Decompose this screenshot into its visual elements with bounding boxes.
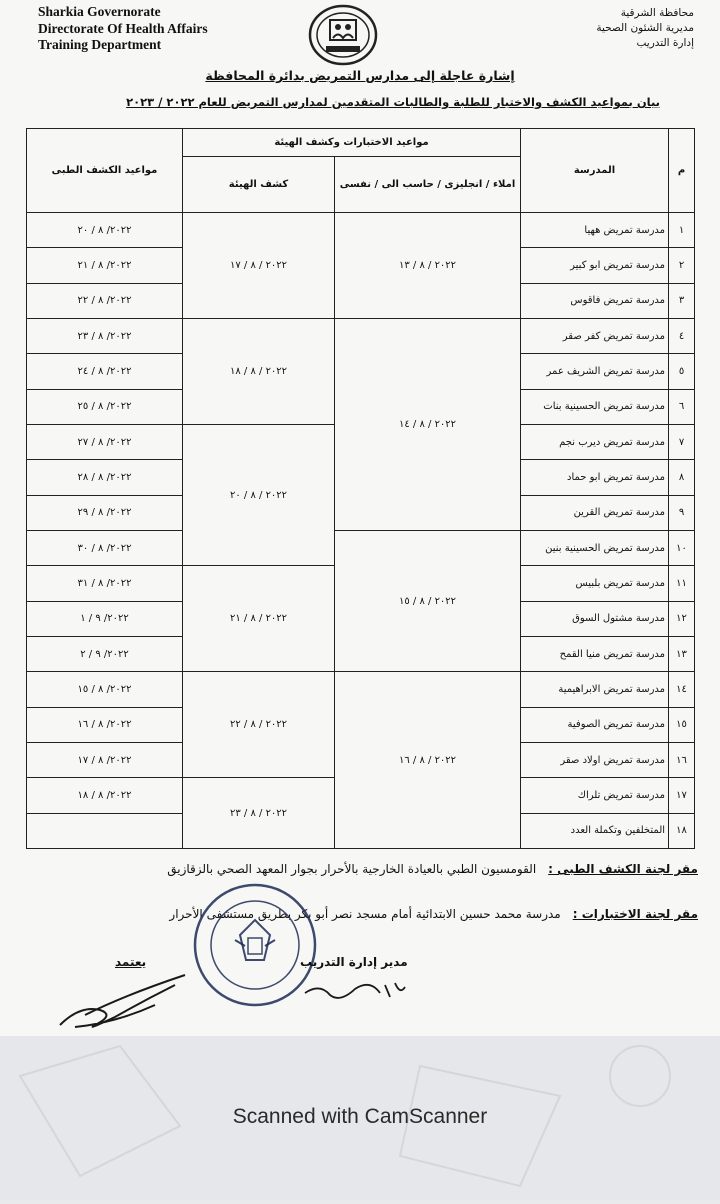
- medical-committee-value: القومسيون الطبي بالعيادة الخارجية بالأحرار بجوار المعهد الصحي بالزقازيق: [167, 862, 537, 876]
- row-number: ١٨: [669, 813, 695, 848]
- school-name: مدرسة تمريض منيا القمح: [521, 636, 669, 671]
- row-number: ١٧: [669, 778, 695, 813]
- school-name: مدرسة تمريض فاقوس: [521, 283, 669, 318]
- appearance-date: ٢٠٢٢ / ٨ / ٢١: [183, 566, 335, 672]
- school-name: مدرسة تمريض الشريف عمر: [521, 354, 669, 389]
- row-number: ٣: [669, 283, 695, 318]
- col-header-exams-group: مواعيد الاختبارات وكشف الهيئة: [183, 129, 521, 157]
- table-row: [27, 672, 695, 707]
- row-number: ٤: [669, 318, 695, 353]
- medical-date: ٢٠٢٢/ ٨ / ١٧: [27, 742, 183, 777]
- director-signature: [300, 975, 410, 1005]
- col-header-num: م: [669, 129, 695, 213]
- school-name: المتخلفين وتكملة العدد: [521, 813, 669, 848]
- medical-date: ٢٠٢٢/ ٨ / ٢٠: [27, 213, 183, 248]
- medical-date: ٢٠٢٢/ ٨ / ٢٩: [27, 495, 183, 530]
- school-name: مدرسة تمريض ديرب نجم: [521, 424, 669, 459]
- medical-date: ٢٠٢٢/ ٨ / ١٨: [27, 778, 183, 813]
- row-number: ٩: [669, 495, 695, 530]
- medical-committee-label: مقر لجنة الكشف الطبى :: [548, 862, 698, 876]
- exam-committee-label: مقر لجنة الاختبارات :: [572, 907, 698, 921]
- medical-committee-location: [167, 862, 698, 876]
- medical-date: ٢٠٢٢/ ٨ / ٢٢: [27, 283, 183, 318]
- row-number: ٧: [669, 424, 695, 459]
- medical-date: ٢٠٢٢/ ٨ / ١٥: [27, 672, 183, 707]
- document-subtitle: بيان بمواعيد الكشف والاختبار للطلبة والطالبات المتقدمين لمدارس التمريض للعام ٢٠٢٢ / ٢٠٢٣: [126, 95, 660, 109]
- medical-date: ٢٠٢٢/ ٨ / ٢٨: [27, 460, 183, 495]
- school-name: مدرسة تمريض ابو حماد: [521, 460, 669, 495]
- medical-date: [27, 813, 183, 848]
- row-number: ٥: [669, 354, 695, 389]
- appearance-date: ٢٠٢٢ / ٨ / ١٧: [183, 213, 335, 319]
- header-ar-line: محافظة الشرقية: [620, 7, 694, 19]
- row-number: ١: [669, 213, 695, 248]
- medical-date: ٢٠٢٢/ ٨ / ٢٣: [27, 318, 183, 353]
- school-name: مدرسة تمريض تلراك: [521, 778, 669, 813]
- medical-date: ٢٠٢٢/ ٩ / ٢: [27, 636, 183, 671]
- school-name: مدرسة تمريض الابراهيمية: [521, 672, 669, 707]
- exam-date: ٢٠٢٢ / ٨ / ١٣: [335, 213, 521, 319]
- row-number: ١١: [669, 566, 695, 601]
- medical-date: ٢٠٢٢/ ٩ / ١: [27, 601, 183, 636]
- school-name: مدرسة تمريض القرين: [521, 495, 669, 530]
- col-header-medical: مواعيد الكشف الطبى: [27, 129, 183, 213]
- row-number: ١٣: [669, 636, 695, 671]
- row-number: ٨: [669, 460, 695, 495]
- school-name: مدرسة تمريض الحسينية بنين: [521, 530, 669, 565]
- ministry-logo-icon: [308, 4, 378, 66]
- col-header-exams: املاء / انجليزى / حاسب الى / نفسى: [335, 157, 521, 213]
- header-ar-line: إدارة التدريب: [636, 37, 694, 49]
- row-number: ٢: [669, 248, 695, 283]
- col-header-school: المدرسة: [521, 129, 669, 213]
- school-name: مدرسة مشتول السوق: [521, 601, 669, 636]
- medical-date: ٢٠٢٢/ ٨ / ١٦: [27, 707, 183, 742]
- table-row: [27, 213, 695, 248]
- approve-label: يعتمد: [115, 955, 147, 969]
- exam-date: ٢٠٢٢ / ٨ / ١٥: [335, 530, 521, 671]
- school-name: مدرسة تمريض الحسينية بنات: [521, 389, 669, 424]
- exam-date: ٢٠٢٢ / ٨ / ١٦: [335, 672, 521, 849]
- appearance-date: ٢٠٢٢ / ٨ / ٢٠: [183, 424, 335, 565]
- header-arabic: [596, 6, 694, 51]
- appearance-date: ٢٠٢٢ / ٨ / ١٨: [183, 318, 335, 424]
- training-director-title: مدير إدارة التدريب: [300, 955, 408, 969]
- school-name: مدرسة تمريض ابو كبير: [521, 248, 669, 283]
- row-number: ١٠: [669, 530, 695, 565]
- row-number: ١٤: [669, 672, 695, 707]
- school-name: مدرسة تمريض كفر صقر: [521, 318, 669, 353]
- col-header-appearance: كشف الهيئة: [183, 157, 335, 213]
- document-title: إشارة عاجلة إلى مدارس التمريض بدائرة المحافظة: [205, 68, 515, 83]
- medical-date: ٢٠٢٢/ ٨ / ٣١: [27, 566, 183, 601]
- header-en-line: Directorate Of Health Affairs: [38, 20, 208, 36]
- table-row: [27, 318, 695, 353]
- medical-date: ٢٠٢٢/ ٨ / ٢١: [27, 248, 183, 283]
- header-ar-line: مديرية الشئون الصحية: [596, 22, 694, 34]
- row-number: ٦: [669, 389, 695, 424]
- scanner-label: Scanned with CamScanner: [232, 1105, 488, 1128]
- row-number: ١٦: [669, 742, 695, 777]
- school-name: مدرسة تمريض بلبيس: [521, 566, 669, 601]
- schedule-body: [27, 213, 695, 849]
- header-en-line: Training Department: [38, 37, 162, 52]
- row-number: ١٢: [669, 601, 695, 636]
- appearance-date: ٢٠٢٢ / ٨ / ٢٣: [183, 778, 335, 849]
- row-number: ١٥: [669, 707, 695, 742]
- appearance-date: ٢٠٢٢ / ٨ / ٢٢: [183, 672, 335, 778]
- table-row: [27, 530, 695, 565]
- scanner-watermark-bar: [0, 1036, 720, 1200]
- header-english: [38, 4, 208, 54]
- medical-date: ٢٠٢٢/ ٨ / ٢٥: [27, 389, 183, 424]
- school-name: مدرسة تمريض اولاد صقر: [521, 742, 669, 777]
- exam-date: ٢٠٢٢ / ٨ / ١٤: [335, 318, 521, 530]
- school-name: مدرسة تمريض ههيا: [521, 213, 669, 248]
- handwritten-signature: [55, 965, 190, 1035]
- medical-date: ٢٠٢٢/ ٨ / ٢٧: [27, 424, 183, 459]
- header-en-line: Sharkia Governorate: [38, 4, 161, 19]
- schedule-table: [26, 128, 695, 849]
- school-name: مدرسة تمريض الصوفية: [521, 707, 669, 742]
- exam-committee-value: مدرسة محمد حسين الابتدائية أمام مسجد نصر أبو بكر بطريق مستشفى الأحرار: [169, 907, 561, 921]
- medical-date: ٢٠٢٢/ ٨ / ٢٤: [27, 354, 183, 389]
- medical-date: ٢٠٢٢/ ٨ / ٣٠: [27, 530, 183, 565]
